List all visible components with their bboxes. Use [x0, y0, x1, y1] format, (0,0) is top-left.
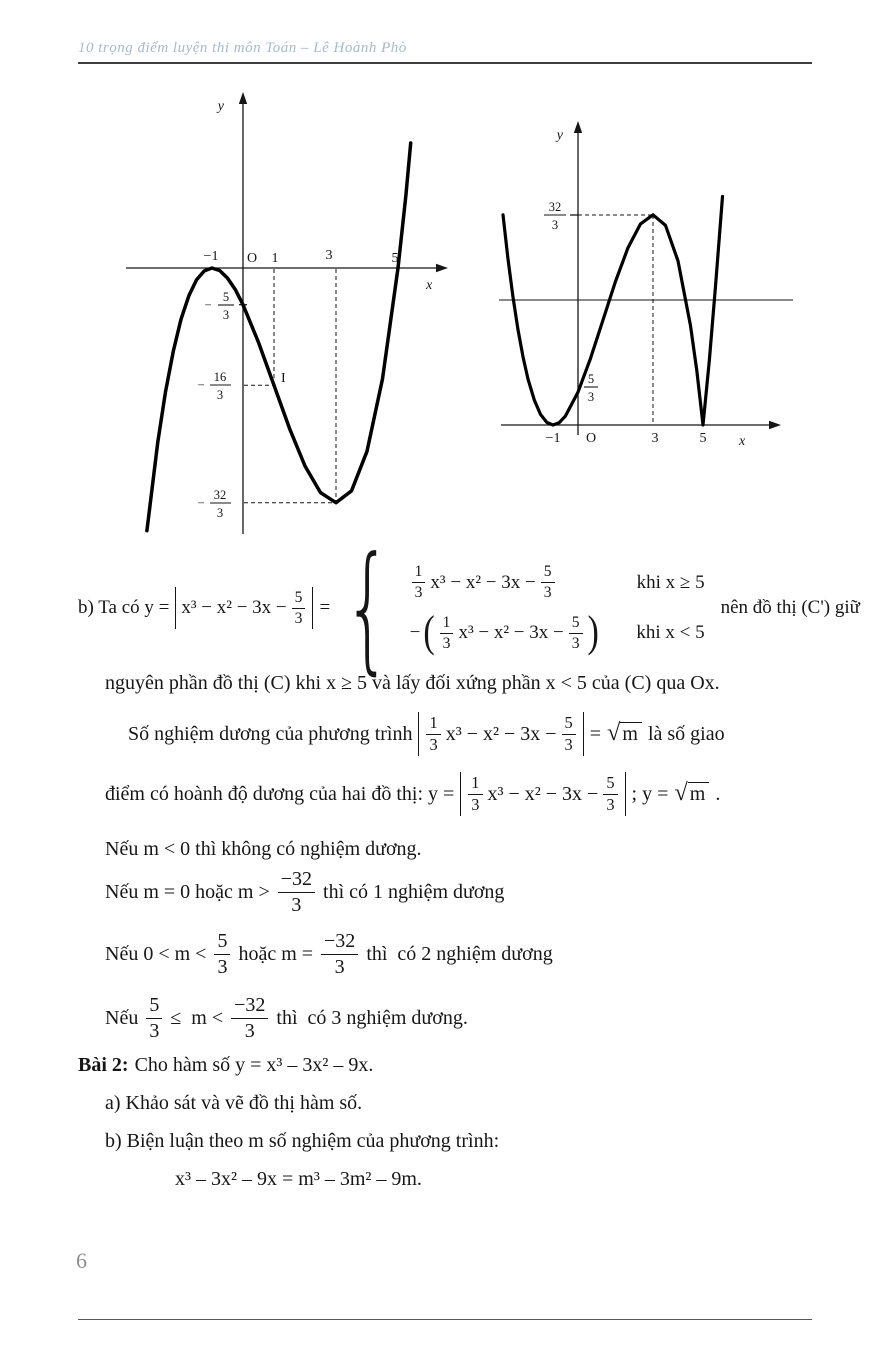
condition-pre: Nếu m = 0 hoặc m > — [105, 880, 270, 903]
fraction-5-3 — [214, 930, 230, 979]
piecewise-row-2 — [409, 608, 705, 657]
fraction-5-3 — [562, 714, 576, 755]
count-roots-line-2 — [105, 765, 720, 823]
fraction-numerator: 1 — [412, 563, 426, 583]
row2-body: x³ − x² − 3x − — [458, 622, 564, 644]
inflection-point-label: I — [281, 371, 286, 386]
footer-rule — [78, 1319, 812, 1320]
b-tail-text: nên đồ thị (C') giữ — [720, 597, 860, 618]
piecewise-row-1 — [410, 563, 705, 602]
tick-5: 5 — [391, 251, 399, 266]
minus-sign: − — [204, 298, 212, 312]
tick-5: 5 — [699, 431, 707, 446]
y-axis-arrow — [574, 121, 582, 133]
item-text: a) Khảo sát và vẽ đồ thị hàm số. — [105, 1092, 363, 1114]
phrase: điểm có hoành độ dương của hai đồ thị: y = — [105, 782, 455, 805]
header-rule — [78, 62, 812, 64]
solution-b-continuation — [105, 672, 720, 695]
fraction-minus32-3 — [321, 930, 358, 979]
x-axis-label: x — [739, 434, 746, 449]
frac-5-3-den: 3 — [222, 308, 230, 322]
minus-sign: − — [197, 378, 205, 392]
fraction-1-3 — [468, 774, 482, 815]
paragraph-text: nguyên phần đồ thị (C) khi x ≥ 5 và lấy đối xứng phần x < 5 của (C) qua Ox. — [105, 672, 720, 694]
radical-sign: √ — [674, 778, 688, 806]
frac-16-3-den: 3 — [216, 388, 224, 402]
fraction-5-3 — [603, 774, 617, 815]
x-axis-label: x — [426, 278, 433, 293]
condition-line-1 — [105, 838, 422, 861]
fraction-numerator: 5 — [214, 930, 230, 955]
absolute-value-curve — [503, 197, 723, 426]
radicand: m — [688, 782, 710, 806]
tick-minus1: −1 — [545, 431, 561, 446]
minus-sign: − — [197, 496, 205, 510]
y-axis-arrow — [239, 92, 247, 104]
equals-sign: = — [319, 597, 331, 618]
minus-sign: − — [409, 622, 421, 644]
page-number: 6 — [76, 1248, 87, 1273]
fraction-numerator: 5 — [562, 714, 576, 735]
tick-minus1: −1 — [203, 249, 219, 264]
y-axis-label: y — [217, 99, 224, 114]
condition-pre: Nếu — [105, 1006, 139, 1029]
fraction-numerator: 1 — [468, 774, 482, 795]
absolute-value-expression — [175, 587, 313, 630]
problem-label: Bài 2: — [78, 1054, 129, 1076]
fraction-denominator: 3 — [442, 634, 451, 652]
origin-label: O — [585, 431, 597, 446]
x-axis-arrow — [436, 264, 448, 272]
cubic-curve-C — [147, 143, 411, 531]
fraction-5-3 — [146, 994, 162, 1043]
graph-cubic-C — [118, 88, 478, 548]
period: . — [715, 782, 721, 805]
equals-sign: = — [589, 722, 602, 745]
row1-condition: khi x ≥ 5 — [636, 571, 705, 593]
frac-32-3-den: 3 — [551, 218, 559, 232]
fraction-5-3 — [569, 614, 583, 653]
fraction-numerator: 5 — [569, 614, 583, 634]
frac-32-3-den: 3 — [216, 506, 224, 520]
frac-32-3-num: 32 — [213, 488, 227, 502]
fraction-denominator: 3 — [217, 955, 228, 978]
fraction-numerator: 1 — [426, 714, 440, 735]
fraction-numerator: 1 — [440, 614, 454, 634]
fraction-numerator: −32 — [321, 930, 358, 955]
row2-condition: khi x < 5 — [636, 622, 705, 644]
fraction-numerator: 5 — [146, 994, 162, 1019]
frac-32-3-num: 32 — [548, 200, 562, 214]
abs-body: x³ − x² − 3x − — [181, 597, 287, 618]
fraction-denominator: 3 — [294, 609, 303, 627]
abs-body: x³ − x² − 3x − — [487, 782, 599, 805]
fraction-denominator: 3 — [414, 584, 423, 602]
sqrt-m — [607, 718, 642, 746]
fraction-denominator: 3 — [149, 1019, 160, 1042]
fraction-minus32-3 — [278, 868, 315, 917]
absolute-value-expression — [418, 712, 583, 757]
problem-2-item-a — [105, 1092, 362, 1115]
radical-sign: √ — [607, 718, 621, 746]
condition-line-2 — [105, 864, 504, 920]
fraction-denominator: 3 — [564, 734, 573, 754]
fraction-denominator: 3 — [244, 1019, 255, 1042]
radicand: m — [620, 722, 642, 746]
fraction-5-3 — [541, 563, 555, 602]
problem-statement: Cho hàm số y = x³ – 3x² – 9x. — [134, 1054, 374, 1076]
piecewise-brace: { — [344, 527, 392, 689]
condition-pre: Nếu 0 < m < — [105, 942, 207, 965]
fraction-denominator: 3 — [334, 955, 345, 978]
fraction-numerator: −32 — [231, 994, 268, 1019]
frac-16-3-num: 16 — [213, 370, 227, 384]
condition-line-3 — [105, 926, 553, 982]
semicolon-y-equals: ; y = — [631, 782, 669, 805]
left-paren: ( — [423, 608, 435, 657]
fraction-denominator: 3 — [471, 794, 480, 814]
condition-post: thì có 3 nghiệm dương. — [276, 1006, 468, 1029]
sqrt-m — [674, 778, 709, 806]
condition-post: thì có 1 nghiệm dương — [323, 880, 505, 903]
phrase: Số nghiệm dương của phương trình — [128, 722, 413, 745]
fraction-1-3 — [412, 563, 426, 602]
y-axis-label: y — [556, 128, 563, 143]
item-text: b) Biện luận theo m số nghiệm của phương trình: — [105, 1130, 500, 1152]
problem-2-item-b — [105, 1130, 499, 1153]
page-header-title: 10 trọng điểm luyện thi môn Toán – Lê Hoành Phò — [78, 40, 407, 56]
x-axis-arrow — [769, 421, 781, 429]
fraction-denominator: 3 — [291, 893, 302, 916]
frac-5-3-num: 5 — [587, 372, 595, 386]
count-roots-line-1 — [128, 705, 725, 763]
fraction-minus32-3 — [231, 994, 268, 1043]
problem-2-equation — [175, 1168, 422, 1191]
condition-post: thì có 2 nghiệm dương — [366, 942, 553, 965]
fraction-1-3 — [440, 614, 454, 653]
fraction-numerator: 5 — [292, 589, 306, 609]
fraction-denominator: 3 — [429, 734, 438, 754]
fraction-numerator: 5 — [541, 563, 555, 583]
b-intro-text: b) Ta có y = — [78, 597, 170, 618]
equation-text: x³ – 3x² – 9x = m³ – 3m² – 9m. — [175, 1168, 422, 1190]
tick-1: 1 — [271, 251, 279, 266]
frac-5-3-den: 3 — [587, 390, 595, 404]
fraction-denominator: 3 — [606, 794, 615, 814]
condition-mid: hoặc m = — [238, 942, 314, 965]
phrase: là số giao — [647, 722, 725, 745]
fraction-numerator: 5 — [603, 774, 617, 795]
tick-3: 3 — [651, 431, 659, 446]
frac-5-3-num: 5 — [222, 290, 230, 304]
row1-body: x³ − x² − 3x − — [430, 571, 536, 593]
condition-line-4 — [105, 990, 468, 1046]
condition-text: Nếu m < 0 thì không có nghiệm dương. — [105, 838, 422, 860]
fraction-5-3 — [292, 589, 306, 628]
right-paren: ) — [587, 608, 599, 657]
origin-label: O — [246, 251, 258, 266]
fraction-1-3 — [426, 714, 440, 755]
absolute-value-expression — [460, 772, 625, 817]
fraction-denominator: 3 — [543, 584, 552, 602]
problem-2-heading — [78, 1054, 373, 1077]
abs-body: x³ − x² − 3x − — [445, 722, 557, 745]
graph-absolute-C-prime — [495, 115, 805, 460]
fraction-denominator: 3 — [571, 634, 580, 652]
piecewise-rows — [409, 563, 705, 657]
condition-mid: ≤ m < — [170, 1006, 224, 1029]
tick-3: 3 — [325, 248, 333, 263]
fraction-numerator: −32 — [278, 868, 315, 893]
